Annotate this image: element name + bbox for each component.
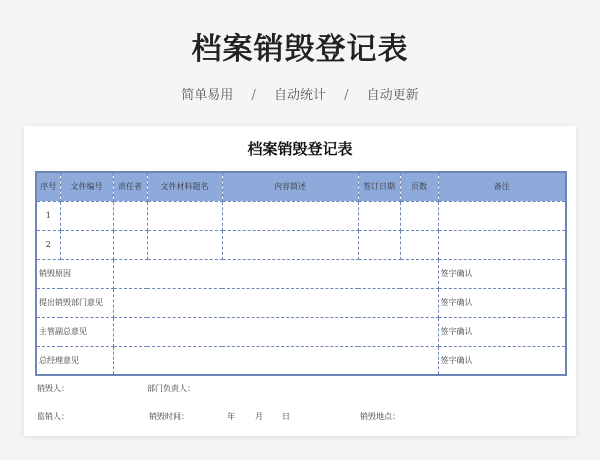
sign-confirm-label: 签字确认 (438, 317, 566, 346)
destroy-place-label: 销毁地点： (360, 412, 400, 421)
feature-tagline (0, 84, 600, 103)
approval-label: 总经理意见 (36, 346, 113, 375)
table-header-row (36, 172, 566, 201)
cell-summary[interactable] (222, 230, 358, 259)
destroyer-label: 销毁人： (37, 384, 69, 393)
form-title: 档案销毁登记表 (247, 140, 353, 158)
tag-auto-update: 自动更新 (366, 88, 419, 103)
cell-file-number[interactable] (60, 201, 113, 230)
destroy-time-label: 销毁时间： (149, 412, 189, 421)
cell-file-number[interactable] (60, 230, 113, 259)
approval-content[interactable] (113, 317, 438, 346)
row-index: 1 (36, 201, 60, 230)
col-header-summary: 内容简述 (222, 172, 358, 201)
cell-pages[interactable] (400, 230, 438, 259)
cell-responsible[interactable] (113, 201, 147, 230)
page-title: 档案销毁登记表 (191, 32, 409, 67)
col-header-sign-date: 签订日期 (358, 172, 400, 201)
table-row (36, 201, 566, 230)
destruction-register-table (35, 171, 567, 376)
approval-row-department (36, 288, 566, 317)
approval-row-vice-president (36, 317, 566, 346)
col-header-pages: 页数 (400, 172, 438, 201)
col-header-index: 序号 (36, 172, 60, 201)
cell-sign-date[interactable] (358, 201, 400, 230)
approval-row-reason (36, 259, 566, 288)
tag-auto-stats: 自动统计 (273, 88, 326, 103)
approval-label: 提出销毁部门意见 (36, 288, 113, 317)
cell-file-title[interactable] (147, 201, 222, 230)
sign-confirm-label: 签字确认 (438, 288, 566, 317)
tag-separator: / (344, 88, 349, 103)
cell-summary[interactable] (222, 201, 358, 230)
cell-file-title[interactable] (147, 230, 222, 259)
approval-content[interactable] (113, 346, 438, 375)
cell-remarks[interactable] (438, 230, 566, 259)
cell-sign-date[interactable] (358, 230, 400, 259)
tag-easy-to-use: 简单易用 (181, 88, 234, 103)
cell-responsible[interactable] (113, 230, 147, 259)
dept-head-label: 部门负责人： (147, 384, 195, 393)
tag-separator: / (251, 88, 256, 103)
sign-confirm-label: 签字确认 (438, 259, 566, 288)
sign-confirm-label: 签字确认 (438, 346, 566, 375)
approval-row-general-manager (36, 346, 566, 375)
row-index: 2 (36, 230, 60, 259)
col-header-file-number: 文件编号 (60, 172, 113, 201)
col-header-file-title: 文件材料题名 (147, 172, 222, 201)
document-card (24, 126, 576, 436)
col-header-responsible: 责任者 (113, 172, 147, 201)
cell-pages[interactable] (400, 201, 438, 230)
approval-content[interactable] (113, 259, 438, 288)
approval-label: 主管副总意见 (36, 317, 113, 346)
supervisor-label: 监销人： (37, 412, 69, 421)
day-label: 日 (282, 412, 290, 421)
year-label: 年 (227, 412, 235, 421)
col-header-remarks: 备注 (438, 172, 566, 201)
table-row (36, 230, 566, 259)
cell-remarks[interactable] (438, 201, 566, 230)
approval-content[interactable] (113, 288, 438, 317)
approval-label: 销毁原因 (36, 259, 113, 288)
month-label: 月 (255, 412, 263, 421)
